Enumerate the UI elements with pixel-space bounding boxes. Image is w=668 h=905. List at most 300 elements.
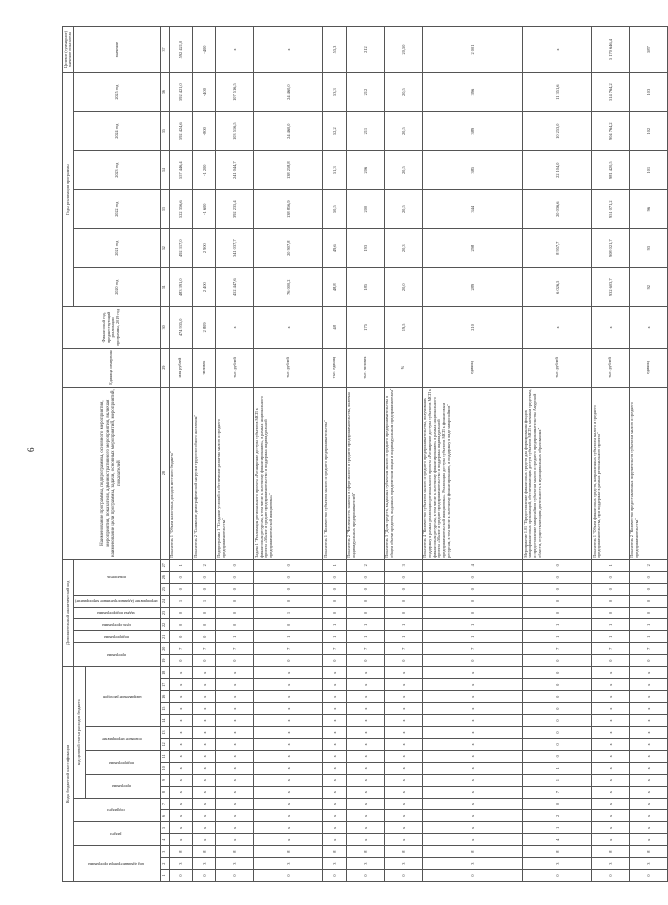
- code-cell: 0: [193, 655, 216, 667]
- value-final: 5 170 646,4: [592, 27, 630, 73]
- code-cell: 1: [169, 595, 192, 607]
- code-cell: 3: [523, 858, 592, 870]
- code-cell: x: [216, 679, 254, 691]
- code-cell: 0: [592, 595, 630, 607]
- code-cell: 7: [254, 643, 323, 655]
- header-analytic-0-text: программа: [106, 653, 126, 659]
- column-index: 33: [160, 190, 169, 229]
- column-index: 3: [160, 846, 169, 858]
- header-subsection-text: подраздел: [107, 808, 125, 814]
- code-cell: x: [169, 798, 192, 810]
- value-final: x: [523, 27, 592, 73]
- code-cell: x: [216, 798, 254, 810]
- value-y2023: 241 044,7: [216, 151, 254, 190]
- code-cell: x: [254, 679, 323, 691]
- column-index: 17: [160, 679, 169, 691]
- column-index: 11: [160, 750, 169, 762]
- value-y2025: 20,5: [384, 73, 422, 112]
- code-cell: 8: [216, 846, 254, 858]
- code-cell: 1: [592, 631, 630, 643]
- code-cell: 3: [216, 858, 254, 870]
- code-cell: x: [216, 750, 254, 762]
- value-y2022: 200: [346, 190, 384, 229]
- code-cell: 0: [169, 583, 192, 595]
- code-cell: 8: [254, 846, 323, 858]
- code-cell: 0: [523, 798, 592, 810]
- row-name: Показатель 1 "Объем налоговых доходов местного бюджета": [169, 387, 192, 559]
- table-row: [384, 27, 422, 882]
- code-cell: x: [323, 715, 346, 727]
- column-index: 27: [160, 559, 169, 571]
- code-cell: 8: [193, 846, 216, 858]
- value-v2019: 2 809: [193, 307, 216, 348]
- value-y2020: 452 447,6: [216, 268, 254, 307]
- value-y2025: 396: [422, 73, 522, 112]
- code-cell: 3: [384, 858, 422, 870]
- table-row: [323, 27, 346, 882]
- code-cell: x: [169, 822, 192, 834]
- value-y2025: 103: [629, 73, 667, 112]
- value-y2021: 93: [629, 229, 667, 268]
- code-cell: 3: [323, 858, 346, 870]
- header-year-1: 2021 год: [74, 229, 160, 268]
- row-name: Задача 1 "Реализация регионального проекта «Расширение доступа субъектов МСП к финансовым ресурсам, в том числе к льготному финансированию», в рамках национального проекта «Малое и среднее предпринимательство и поддержка индивидуальной предпринимательской инициативы»": [254, 387, 323, 559]
- rotated-table-wrapper: [62, 26, 651, 882]
- code-cell: 8: [169, 846, 192, 858]
- column-index: 21: [160, 631, 169, 643]
- code-cell: x: [193, 703, 216, 715]
- value-y2022: 138 856,9: [254, 190, 323, 229]
- column-index: 29: [160, 348, 169, 387]
- value-y2023: 101: [629, 151, 667, 190]
- code-cell: 8: [592, 846, 630, 858]
- code-cell: x: [216, 703, 254, 715]
- value-y2020: 20,0: [384, 268, 422, 307]
- column-index: 14: [160, 715, 169, 727]
- value-y2020: 92: [629, 268, 667, 307]
- code-cell: x: [592, 810, 630, 822]
- code-cell: 0: [523, 571, 592, 583]
- code-cell: x: [346, 750, 384, 762]
- header-admin-code: [74, 846, 160, 882]
- code-cell: 1: [523, 619, 592, 631]
- code-cell: x: [169, 738, 192, 750]
- header-article-1-text: подпрограмма: [109, 760, 135, 766]
- code-cell: 0: [216, 655, 254, 667]
- code-cell: x: [629, 810, 667, 822]
- value-y2024: 103 516,5: [216, 112, 254, 151]
- code-cell: x: [193, 774, 216, 786]
- code-cell: 7: [523, 786, 592, 798]
- code-cell: 1: [523, 631, 592, 643]
- column-index: 9: [160, 774, 169, 786]
- value-final: -400: [193, 27, 216, 73]
- code-cell: x: [193, 822, 216, 834]
- value-y2020: 185: [346, 268, 384, 307]
- row-name: Показатель 2 "Численность занятых в сфере малого и среднего предпринимательства, включая индивидуальных предпринимателей": [346, 387, 384, 559]
- table-row: [216, 27, 254, 882]
- code-cell: 7: [629, 643, 667, 655]
- code-cell: x: [384, 703, 422, 715]
- code-cell: 0: [193, 571, 216, 583]
- code-cell: 0: [216, 571, 254, 583]
- code-cell: 8: [422, 846, 522, 858]
- code-cell: x: [193, 786, 216, 798]
- code-cell: x: [384, 667, 422, 679]
- code-cell: x: [254, 727, 323, 739]
- code-cell: x: [592, 738, 630, 750]
- code-cell: x: [323, 810, 346, 822]
- value-y2023: -1 200: [193, 151, 216, 190]
- code-cell: x: [384, 715, 422, 727]
- code-cell: x: [346, 715, 384, 727]
- code-cell: x: [592, 715, 630, 727]
- column-index: 31: [160, 268, 169, 307]
- code-cell: 0: [254, 595, 323, 607]
- column-index: 32: [160, 229, 169, 268]
- row-unit: единиц: [629, 348, 667, 387]
- value-v2019: x: [254, 307, 323, 348]
- value-y2025: 592 421,0: [169, 73, 192, 112]
- value-y2021: 298: [422, 229, 522, 268]
- code-cell: x: [254, 750, 323, 762]
- code-cell: 8: [323, 846, 346, 858]
- header-program-name: Наименование программы, подпрограммы, основного мероприятия, мероприятия, показателя, административного мероприятия, включая наименование цели программы, задачи, основных мероприятий, мероприятий, показателей: [63, 387, 161, 559]
- code-cell: x: [422, 691, 522, 703]
- value-y2022: 951 071,2: [592, 190, 630, 229]
- code-cell: x: [629, 738, 667, 750]
- value-y2020: 76 000,2: [254, 268, 323, 307]
- header-subsection: [74, 798, 160, 822]
- row-unit: тыс. единиц: [323, 348, 346, 387]
- code-cell: x: [592, 679, 630, 691]
- code-cell: x: [169, 786, 192, 798]
- code-cell: x: [169, 762, 192, 774]
- code-cell: x: [384, 810, 422, 822]
- code-cell: x: [629, 667, 667, 679]
- code-cell: 7: [193, 643, 216, 655]
- column-index: 30: [160, 307, 169, 348]
- code-cell: x: [254, 786, 323, 798]
- header-article-3: [85, 667, 160, 727]
- code-cell: 0: [346, 607, 384, 619]
- header-analytic-5-text: показатель: [106, 575, 126, 581]
- code-cell: 0: [216, 619, 254, 631]
- value-y2022: 522 356,6: [169, 190, 192, 229]
- header-year-2: 2022 год: [74, 190, 160, 229]
- code-cell: x: [323, 738, 346, 750]
- value-final: 212: [346, 27, 384, 73]
- code-cell: x: [346, 798, 384, 810]
- code-cell: x: [384, 679, 422, 691]
- code-cell: x: [384, 798, 422, 810]
- header-analytic-1: [74, 631, 160, 643]
- code-cell: x: [216, 774, 254, 786]
- code-cell: x: [592, 727, 630, 739]
- code-cell: x: [346, 667, 384, 679]
- code-cell: x: [193, 667, 216, 679]
- code-cell: x: [193, 679, 216, 691]
- header-admin-code-text: код администратора программы: [88, 861, 145, 867]
- code-cell: 8: [346, 846, 384, 858]
- code-cell: 1: [523, 822, 592, 834]
- code-cell: x: [193, 715, 216, 727]
- code-cell: x: [193, 738, 216, 750]
- row-name: Подпрограмма 1 "Создание условий и обеспечение развития малого и среднего предпринимательства": [216, 387, 254, 559]
- column-index: 20: [160, 643, 169, 655]
- code-cell: 0: [422, 571, 522, 583]
- code-cell: 0: [523, 738, 592, 750]
- code-cell: x: [254, 822, 323, 834]
- value-y2021: 20 907,8: [254, 229, 323, 268]
- code-cell: 0: [592, 655, 630, 667]
- value-y2021: 341 037,7: [216, 229, 254, 268]
- value-y2022: 96: [629, 190, 667, 229]
- value-y2024: -800: [193, 112, 216, 151]
- header-year-3: 2023 год: [74, 151, 160, 190]
- code-cell: x: [592, 834, 630, 846]
- code-cell: x: [169, 727, 192, 739]
- code-cell: 1: [384, 619, 422, 631]
- value-final: 592 421,0: [169, 27, 192, 73]
- code-cell: 2: [193, 559, 216, 571]
- row-unit: единиц: [422, 348, 522, 387]
- value-y2021: 193: [346, 229, 384, 268]
- value-v2019: x: [523, 307, 592, 348]
- header-analytic-0: [74, 643, 160, 667]
- code-cell: 0: [422, 655, 522, 667]
- value-y2021: 2 900: [193, 229, 216, 268]
- header-article-2-text: основное мероприятие: [101, 736, 142, 742]
- table-row: [254, 27, 323, 882]
- value-y2022: 20 036,6: [523, 190, 592, 229]
- header-section: [74, 822, 160, 846]
- code-cell: 1: [346, 631, 384, 643]
- code-cell: 1: [346, 619, 384, 631]
- header-analytic-5: [74, 559, 160, 595]
- code-cell: 1: [169, 559, 192, 571]
- column-index: 5: [160, 822, 169, 834]
- code-cell: 3: [629, 858, 667, 870]
- code-cell: 1: [592, 619, 630, 631]
- value-y2022: 50,5: [323, 190, 346, 229]
- value-v2019: 210: [422, 307, 522, 348]
- code-cell: 0: [592, 870, 630, 882]
- code-cell: 0: [323, 607, 346, 619]
- header-analytic-1-text: подпрограмма: [103, 635, 129, 641]
- code-cell: x: [422, 762, 522, 774]
- value-y2022: -1 600: [193, 190, 216, 229]
- code-cell: 0: [254, 571, 323, 583]
- code-cell: x: [323, 798, 346, 810]
- code-cell: x: [422, 810, 522, 822]
- code-cell: x: [216, 738, 254, 750]
- code-cell: x: [169, 774, 192, 786]
- code-cell: 1: [523, 774, 592, 786]
- code-cell: x: [193, 762, 216, 774]
- header-analytic-code: Дополнительный аналитический код: [63, 559, 74, 666]
- value-final: x: [216, 27, 254, 73]
- code-cell: x: [323, 679, 346, 691]
- code-cell: x: [422, 798, 522, 810]
- value-v2019: 19,5: [384, 307, 422, 348]
- code-cell: 0: [629, 583, 667, 595]
- code-cell: 0: [216, 870, 254, 882]
- code-cell: 0: [169, 607, 192, 619]
- row-unit: человек: [193, 348, 216, 387]
- code-cell: 0: [169, 571, 192, 583]
- code-cell: 0: [216, 607, 254, 619]
- code-cell: 1: [323, 631, 346, 643]
- column-index: 37: [160, 27, 169, 73]
- code-cell: 8: [629, 846, 667, 858]
- code-cell: 0: [346, 655, 384, 667]
- value-v2019: x: [592, 307, 630, 348]
- code-cell: x: [216, 667, 254, 679]
- code-cell: 3: [384, 559, 422, 571]
- code-cell: x: [384, 822, 422, 834]
- code-cell: 0: [346, 870, 384, 882]
- code-cell: 2: [346, 559, 384, 571]
- code-cell: x: [422, 727, 522, 739]
- value-y2023: 20,5: [384, 151, 422, 190]
- row-name: Показатель 4 "Количество субъектов малого и среднего предпринимательства, получивших поддержку в рамках реализации регионального проекта «Расширение доступа субъектов МСП к финансовым ресурсам, в том числе к льготному финансированию» в рамках национального проекта «Малое и среднее предпринимательство и поддержка индивидуальной предпринимательской инициативы». Реализация доступа субъектов МСП к финансовым ресурсам, в том числе к льготному финансированию, и поддержку в виде микрозаймов": [422, 387, 522, 559]
- column-index: 4: [160, 834, 169, 846]
- code-cell: 0: [254, 619, 323, 631]
- code-cell: x: [216, 691, 254, 703]
- code-cell: 0: [169, 655, 192, 667]
- code-cell: 0: [523, 715, 592, 727]
- code-cell: 0: [523, 691, 592, 703]
- code-cell: 0: [193, 870, 216, 882]
- code-cell: x: [384, 774, 422, 786]
- code-cell: 0: [523, 870, 592, 882]
- code-cell: x: [422, 786, 522, 798]
- code-cell: x: [193, 691, 216, 703]
- value-y2023: 51,3: [323, 151, 346, 190]
- code-cell: 0: [384, 655, 422, 667]
- code-cell: 1: [422, 631, 522, 643]
- header-article-0-text: программа: [112, 784, 132, 790]
- header-article-1: [85, 750, 160, 774]
- row-name: Показатель 2 "Снижение демографической нагрузки трудоспособного населения": [193, 387, 216, 559]
- column-index: 1: [160, 870, 169, 882]
- code-cell: x: [193, 750, 216, 762]
- row-name: Показатель 1 "Объем финансовых средств, направленных субъектам малого и среднего предпринимательства, при поддержке в рамках регионального проекта": [592, 387, 630, 559]
- code-cell: 0: [629, 571, 667, 583]
- header-final: Целевое (суммарное) значение показателя: [63, 27, 74, 73]
- value-y2024: 102: [629, 112, 667, 151]
- header-fin-year: Финансовый год, предшествующий реализации программы, 2019 год: [63, 307, 161, 348]
- value-y2023: 206: [346, 151, 384, 190]
- value-y2020: 289: [422, 268, 522, 307]
- code-cell: x: [169, 679, 192, 691]
- header-year-0: 2020 год: [74, 268, 160, 307]
- code-cell: x: [384, 834, 422, 846]
- code-cell: 8: [523, 846, 592, 858]
- header-unit: Единица измерения: [63, 348, 161, 387]
- code-cell: 1: [254, 631, 323, 643]
- code-cell: 0: [523, 727, 592, 739]
- code-cell: 0: [422, 595, 522, 607]
- code-cell: x: [346, 774, 384, 786]
- value-y2025: 212: [346, 73, 384, 112]
- table-row: [422, 27, 522, 882]
- code-cell: x: [384, 727, 422, 739]
- code-cell: x: [216, 786, 254, 798]
- code-cell: x: [346, 822, 384, 834]
- code-cell: x: [346, 691, 384, 703]
- column-index: 15: [160, 703, 169, 715]
- value-y2024: 20,5: [384, 112, 422, 151]
- value-y2024: 10 253,0: [523, 112, 592, 151]
- code-cell: 1: [384, 631, 422, 643]
- table-row: [629, 27, 667, 882]
- code-cell: 3: [346, 858, 384, 870]
- code-cell: x: [323, 667, 346, 679]
- code-cell: 1: [523, 762, 592, 774]
- value-y2024: 389: [422, 112, 522, 151]
- value-y2025: 24 460,0: [254, 73, 323, 112]
- code-cell: x: [323, 703, 346, 715]
- code-cell: x: [346, 679, 384, 691]
- code-cell: x: [629, 703, 667, 715]
- code-cell: x: [346, 703, 384, 715]
- value-y2024: 24 460,0: [254, 112, 323, 151]
- column-index: 36: [160, 73, 169, 112]
- row-unit: тыс. рублей: [523, 348, 592, 387]
- value-y2022: 392 235,4: [216, 190, 254, 229]
- code-cell: x: [254, 703, 323, 715]
- value-y2025: 107 516,5: [216, 73, 254, 112]
- code-cell: 0: [254, 583, 323, 595]
- program-table: [62, 26, 668, 882]
- code-cell: x: [629, 798, 667, 810]
- code-cell: x: [629, 750, 667, 762]
- value-final: 2 001: [422, 27, 522, 73]
- code-cell: 0: [346, 595, 384, 607]
- code-cell: x: [629, 822, 667, 834]
- value-y2024: 52,2: [323, 112, 346, 151]
- column-index: 6: [160, 810, 169, 822]
- code-cell: 3: [169, 858, 192, 870]
- code-cell: x: [216, 715, 254, 727]
- code-cell: x: [346, 786, 384, 798]
- code-cell: x: [193, 834, 216, 846]
- code-cell: 0: [323, 870, 346, 882]
- code-cell: 0: [523, 750, 592, 762]
- code-cell: x: [216, 810, 254, 822]
- table-row: [169, 27, 192, 882]
- column-index: 18: [160, 667, 169, 679]
- code-cell: x: [422, 715, 522, 727]
- code-cell: 0: [629, 595, 667, 607]
- code-cell: x: [346, 762, 384, 774]
- value-v2019: 175: [346, 307, 384, 348]
- code-cell: 8: [384, 846, 422, 858]
- value-y2020: 6 026,5: [523, 268, 592, 307]
- code-cell: 3: [422, 858, 522, 870]
- value-y2020: 483 391,0: [169, 268, 192, 307]
- code-cell: x: [422, 834, 522, 846]
- code-cell: 3: [592, 858, 630, 870]
- code-cell: x: [346, 727, 384, 739]
- code-cell: 0: [254, 870, 323, 882]
- code-cell: 0: [523, 679, 592, 691]
- column-index: 13: [160, 727, 169, 739]
- table-row: [346, 27, 384, 882]
- code-cell: 7: [523, 643, 592, 655]
